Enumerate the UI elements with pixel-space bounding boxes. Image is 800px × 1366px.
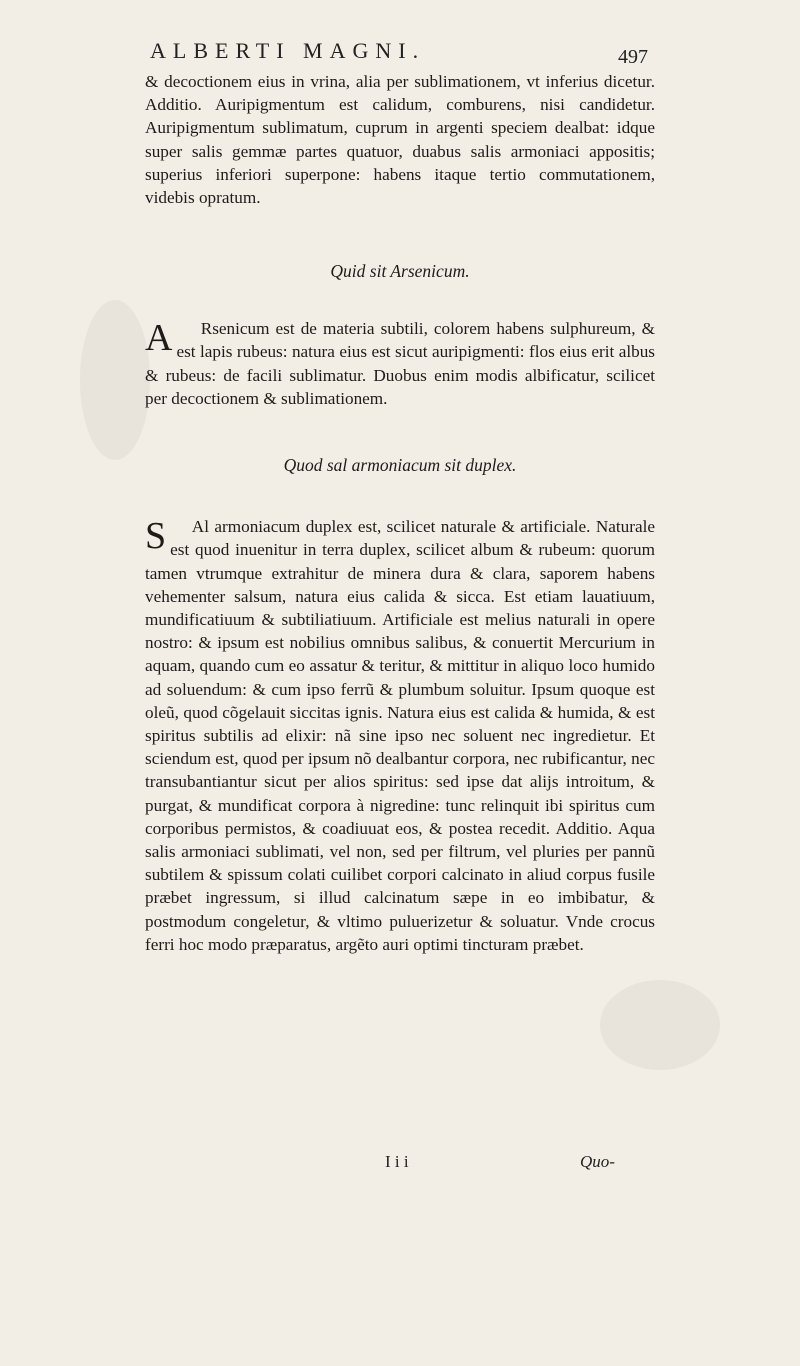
section-heading-sal-armoniacum: Quod sal armoniacum sit duplex. bbox=[283, 455, 517, 475]
catchword: Quo- bbox=[580, 1152, 615, 1171]
paragraph-auripigmentum: & decoctionem eius in vrina, alia per sublimationem, vt inferius dicetur. Additio. Auripigmentum est calidum, comburens, nisi candidetur. Auripigmentum sublimatum, cuprum in argenti speciem dealbat: idque super salis gemmæ partes quatuor, duabus salis armoniaci appositis; superius inferiori superpone: habens itaque tertio commutationem, videbis opratum. bbox=[145, 72, 660, 208]
running-head: ALBERTI MAGNI. bbox=[150, 38, 426, 63]
section-heading-arsenicum: Quid sit Arsenicum. bbox=[330, 261, 470, 281]
paper-stain bbox=[80, 300, 150, 460]
page-number: 497 bbox=[618, 46, 648, 68]
signature-mark: I i i bbox=[385, 1152, 409, 1171]
paragraph-sal-armoniacum bbox=[145, 492, 660, 979]
drop-capital: S bbox=[145, 515, 167, 558]
paragraph-text: Al armoniacum duplex est, scilicet naturale & artificiale. Naturale est quod inuenitur in terra duplex, scilicet album & rubeum: quorum tamen vtrumque extrahitur de minera dura & clara, saporem habens vehementer salsum, natura eius calida & sicca. Est etiam lauatiuum, mundificatiuum & subtiliatiuum. Artificiale est melius naturali in opere nostro: & ipsum est nobilius omnibus salibus, & conuertit Mercurium in aquam, quando cum eo assatur & teritur, & mittitur in aliquo loco humido ad soluendum: & cum ipso ferrũ & plumbum soluitur. Ipsum quoque est oleũ, quod cõgelauit siccitas ignis. Natura eius est calida & humida, & est spiritus subtilis ad elixir: nã sine ipso nec soluent nec ingredietur. Et sciendum est, quod per ipsum nõ dealbantur corpora, nec rubificantur, nec transubantiantur sicut per alios spiritus: sed ipse dat alijs introitum, & purgat, & mundificat corpora à nigredine: tunc relinquit ibi spiritus cum corporibus permistos, & coadiuuat eos, & postea recedit. Additio. Aqua salis armoniaci sublimati, vel non, sed per filtrum, vel pluries per pannũ subtilem & spissum colati cuilibet corpori calcinato in aliud corpus fusile præbet ingressum, si illud calcinatum sæpe in eo imbibatur, & postmodum congeletur, & vltimo puluerizetur & soluatur. Vnde crocus ferri hoc modo præparatus, argẽto auri optimi tincturam præbet. bbox=[145, 517, 660, 954]
drop-capital: A bbox=[145, 317, 173, 360]
paragraph-text: Rsenicum est de materia subtili, colorem habens sulphureum, & est lapis rubeus: natura eius est sicut auripigmenti: flos eius erit albus & rubeus: de facili sublimatur. Duobus enim modis albificatur, scilicet per decoctionem & sublimationem. bbox=[145, 319, 660, 408]
paper-stain bbox=[600, 980, 720, 1070]
paragraph-arsenicum bbox=[145, 294, 660, 433]
